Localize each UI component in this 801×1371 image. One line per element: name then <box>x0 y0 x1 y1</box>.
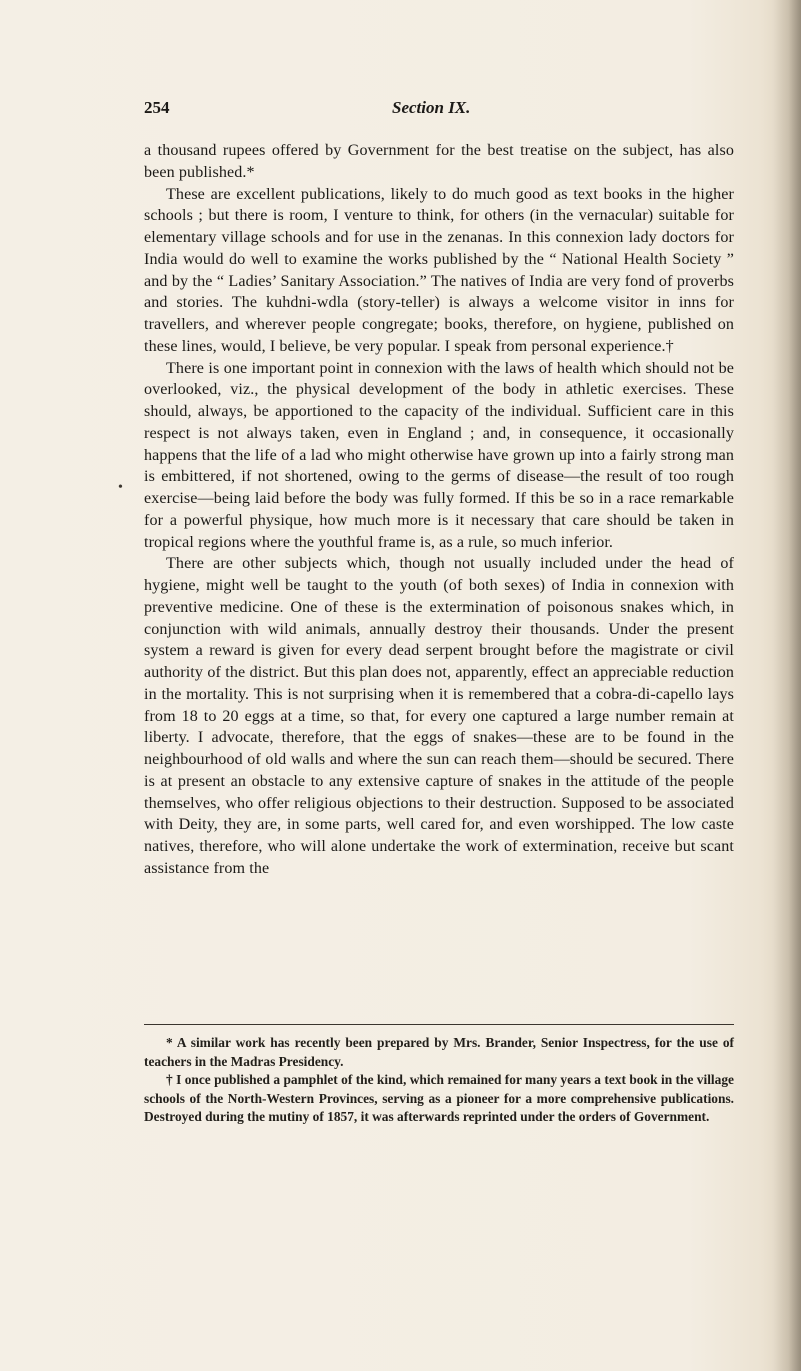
page-number: 254 <box>144 98 170 117</box>
body-text <box>144 140 734 880</box>
paragraph: There are other subjects which, though not usually included under the head of hygiene, might well be taught to the youth (of both sexes) of India in connexion with preventive medicine. One of these is the extermination of poisonous snakes which, in conjunction with wild animals, annually destroy their thousands. Under the present system a reward is given for every dead serpent brought before the magistrate or civil authority of the district. But this plan does not, apparently, effect an appreciable reduction in the mortality. This is not surprising when it is remembered that a cobra-di-capello lays from 18 to 20 eggs at a time, so that, for every one captured a large number remain at liberty. I advocate, therefore, that the eggs of snakes—these are to be found in the neighbourhood of old walls and where the sun can reach them—should be secured. There is at present an obstacle to any extensive capture of snakes in the attitude of the people themselves, who offer religious objections to their destruction. Supposed to be associated with Deity, they are, in some parts, well cared for, and even worshipped. The low caste natives, therefore, who will alone undertake the work of extermination, receive but scant assistance from the <box>144 555 734 877</box>
paragraph: There is one important point in connexion with the laws of health which should not be overlooked, viz., the physical development of the body in athletic exercises. These should, always, be apportioned to the capacity of the individual. Sufficient care in this respect is not always taken, even in England ; and, in consequence, it occasionally happens that the life of a lad who might otherwise have grown up into a fairly strong man is embittered, if not shortened, owing to the germs of disease—the result of too rough exercise—being laid before the body was fully formed. If this be so in a race remarkable for a powerful physique, how much more is it necessary that care should be taken in tropical regions where the youthful frame is, as a rule, so much inferior. <box>144 359 734 551</box>
footnote: * A similar work has recently been prepared by Mrs. Brander, Senior Inspectress, for the use of teachers in the Madras Presidency. <box>144 1035 734 1069</box>
footnote-divider <box>144 1024 734 1025</box>
paragraph: a thousand rupees offered by Government for the best treatise on the subject, has also been published.* <box>144 142 734 181</box>
footnote: † I once published a pamphlet of the kind, which remained for many years a text book in the village schools of the North-Western Provinces, serving as a pioneer for a more comprehensive publications. Destroyed during the mutiny of 1857, it was afterwards reprinted under the orders of Government. <box>144 1072 734 1124</box>
page-edge-shadow <box>773 0 801 1371</box>
footnotes <box>144 1034 734 1127</box>
margin-mark: • <box>118 480 123 495</box>
running-head: Section IX. <box>392 98 471 117</box>
paragraph: These are excellent publications, likely to do much good as text books in the higher schools ; but there is room, I venture to think, for others (in the vernacular) suitable for elementary village schools and for use in the zenanas. In this connexion lady doctors for India would do well to examine the works published by the “ National Health Society ” and by the “ Ladies’ Sanitary Association.” The natives of India are very fond of proverbs and stories. The kuhdni-wdla (story-teller) is always a welcome visitor in inns for travellers, and wherever people congregate; books, therefore, on hygiene, published on these lines, would, I believe, be very popular. I speak from personal experience.† <box>144 185 734 355</box>
page-header <box>144 98 734 122</box>
